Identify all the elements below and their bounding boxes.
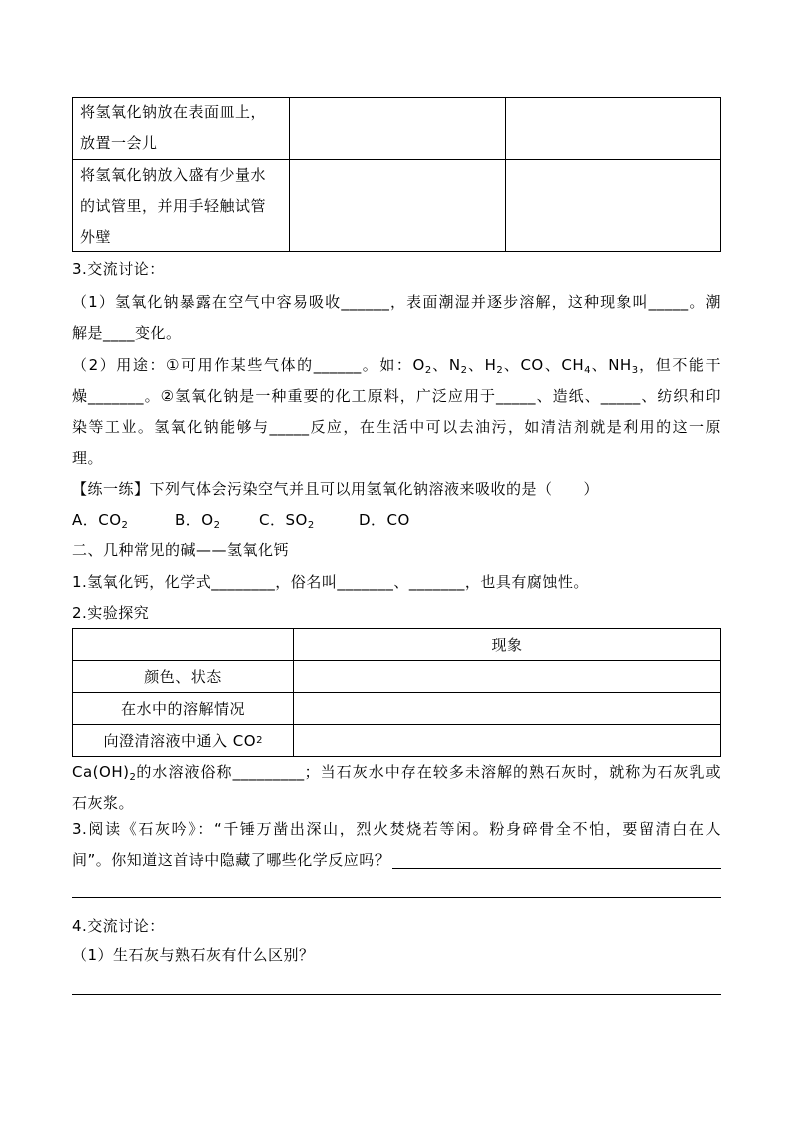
text-run: 的水溶液俗称_________；当石灰水中存在较多未溶解的熟石灰时，就称为石灰乳或 <box>135 762 721 781</box>
subsection-heading: 2.实验探究 <box>72 603 150 622</box>
table-cell-operation <box>73 160 289 251</box>
subscript: 2 <box>307 519 315 531</box>
paragraph-line <box>72 350 721 381</box>
subscript: 2 <box>424 364 432 376</box>
paragraph-line: 3.阅读《石灰吟》：“千锤万凿出深山，烈火焚烧若等闲。粉身碎骨全不怕，要留清白在人 <box>72 819 721 838</box>
reading-question-text: 间”。你知道这首诗中隐藏了哪些化学反应吗？ <box>72 850 391 869</box>
table-row-label: 向澄清溶液中通入 CO 2 <box>103 732 263 750</box>
cell-text-line: 放置一会儿 <box>80 134 158 152</box>
text-run: Ca(OH) <box>72 762 130 781</box>
paragraph-line: 1.氢氧化钙，化学式________，俗名叫_______、_______，也具有腐蚀性。 <box>72 572 589 591</box>
table-header-blank <box>73 629 293 660</box>
subscript: 2 <box>121 519 128 531</box>
table-cell-blank <box>506 160 720 251</box>
answer-line <box>72 994 721 995</box>
text-run: 、NH <box>590 355 632 374</box>
answer-underline <box>392 868 721 869</box>
text-run: 、N <box>431 355 461 374</box>
section-heading-discussion: 4.交流讨论： <box>72 916 165 935</box>
table-row-label: 在水中的溶解情况 <box>120 700 245 718</box>
text-run: 、H <box>466 355 497 374</box>
paragraph-line: 染等工业。氢氧化钠能够与_____反应，在生活中可以去油污，如清洁剂就是利用的这一原 <box>72 417 721 436</box>
practice-question: 【练一练】下列气体会污染空气并且可以用氢氧化钠溶液来吸收的是（ ） <box>72 479 600 498</box>
option-b <box>175 505 220 536</box>
subscript: 4 <box>584 364 591 376</box>
subscript: 2 <box>460 364 467 376</box>
option-c <box>259 505 314 536</box>
discussion-question: （1）生石灰与熟石灰有什么区别？ <box>72 945 315 964</box>
table-header-phenomenon: 现象 <box>491 636 523 654</box>
reading-question-line <box>72 845 721 876</box>
paragraph-line <box>72 757 721 788</box>
table-cell-blank <box>506 98 720 159</box>
table-cell-blank <box>294 725 720 756</box>
text-run: （2）用途：①可用作某些气体的______。如：O <box>72 355 425 374</box>
paragraph-line: 理。 <box>72 448 104 467</box>
table-cell-blank <box>294 661 720 692</box>
cell-text-line: 的试管里，并用手轻触试管 <box>80 197 267 215</box>
cell-text-line: 将氢氧化钠放入盛有少量水 <box>80 166 267 184</box>
text-run: A．CO <box>72 510 122 529</box>
text-run: 、CO、CH <box>502 355 585 374</box>
section-heading-discussion: 3.交流讨论： <box>72 259 165 278</box>
table-cell-blank <box>294 693 720 724</box>
cell-text-line: 外壁 <box>80 228 112 246</box>
text-run: ，但不能干 <box>638 355 721 374</box>
subscript: 2 <box>129 771 136 783</box>
text-run: 向澄清溶液中通入 CO <box>103 732 257 750</box>
option-d <box>359 505 410 536</box>
subscript: 3 <box>631 364 639 376</box>
table-row-label: 颜色、状态 <box>144 668 222 686</box>
section-title-calcium-hydroxide: 二、几种常见的碱——氢氧化钙 <box>72 540 290 559</box>
text-run: B．O <box>175 510 214 529</box>
option-a <box>72 505 128 536</box>
calcium-hydroxide-experiment-table <box>72 628 721 757</box>
cell-text-line: 将氢氧化钠放在表面皿上， <box>80 103 267 121</box>
text-run: D．CO <box>359 510 410 529</box>
table-cell-blank <box>290 98 505 159</box>
subscript: 2 <box>496 364 503 376</box>
table-cell-blank <box>290 160 505 251</box>
text-run: C．SO <box>259 510 308 529</box>
table-cell-operation <box>73 97 289 159</box>
practice-options <box>72 505 721 536</box>
paragraph-line: 燥_______。②氢氧化钠是一种重要的化工原料，广泛应用于_____、造纸、_____、纺织和印 <box>72 386 721 405</box>
subscript: 2 <box>213 519 220 531</box>
paragraph-line: 石灰浆。 <box>72 793 135 812</box>
answer-line <box>72 897 721 898</box>
sodium-hydroxide-experiment-table <box>72 97 721 252</box>
paragraph-line: （1）氢氧化钠暴露在空气中容易吸收______，表面潮湿并逐步溶解，这种现象叫_____。潮 <box>72 292 721 311</box>
paragraph-line: 解是____变化。 <box>72 323 182 342</box>
